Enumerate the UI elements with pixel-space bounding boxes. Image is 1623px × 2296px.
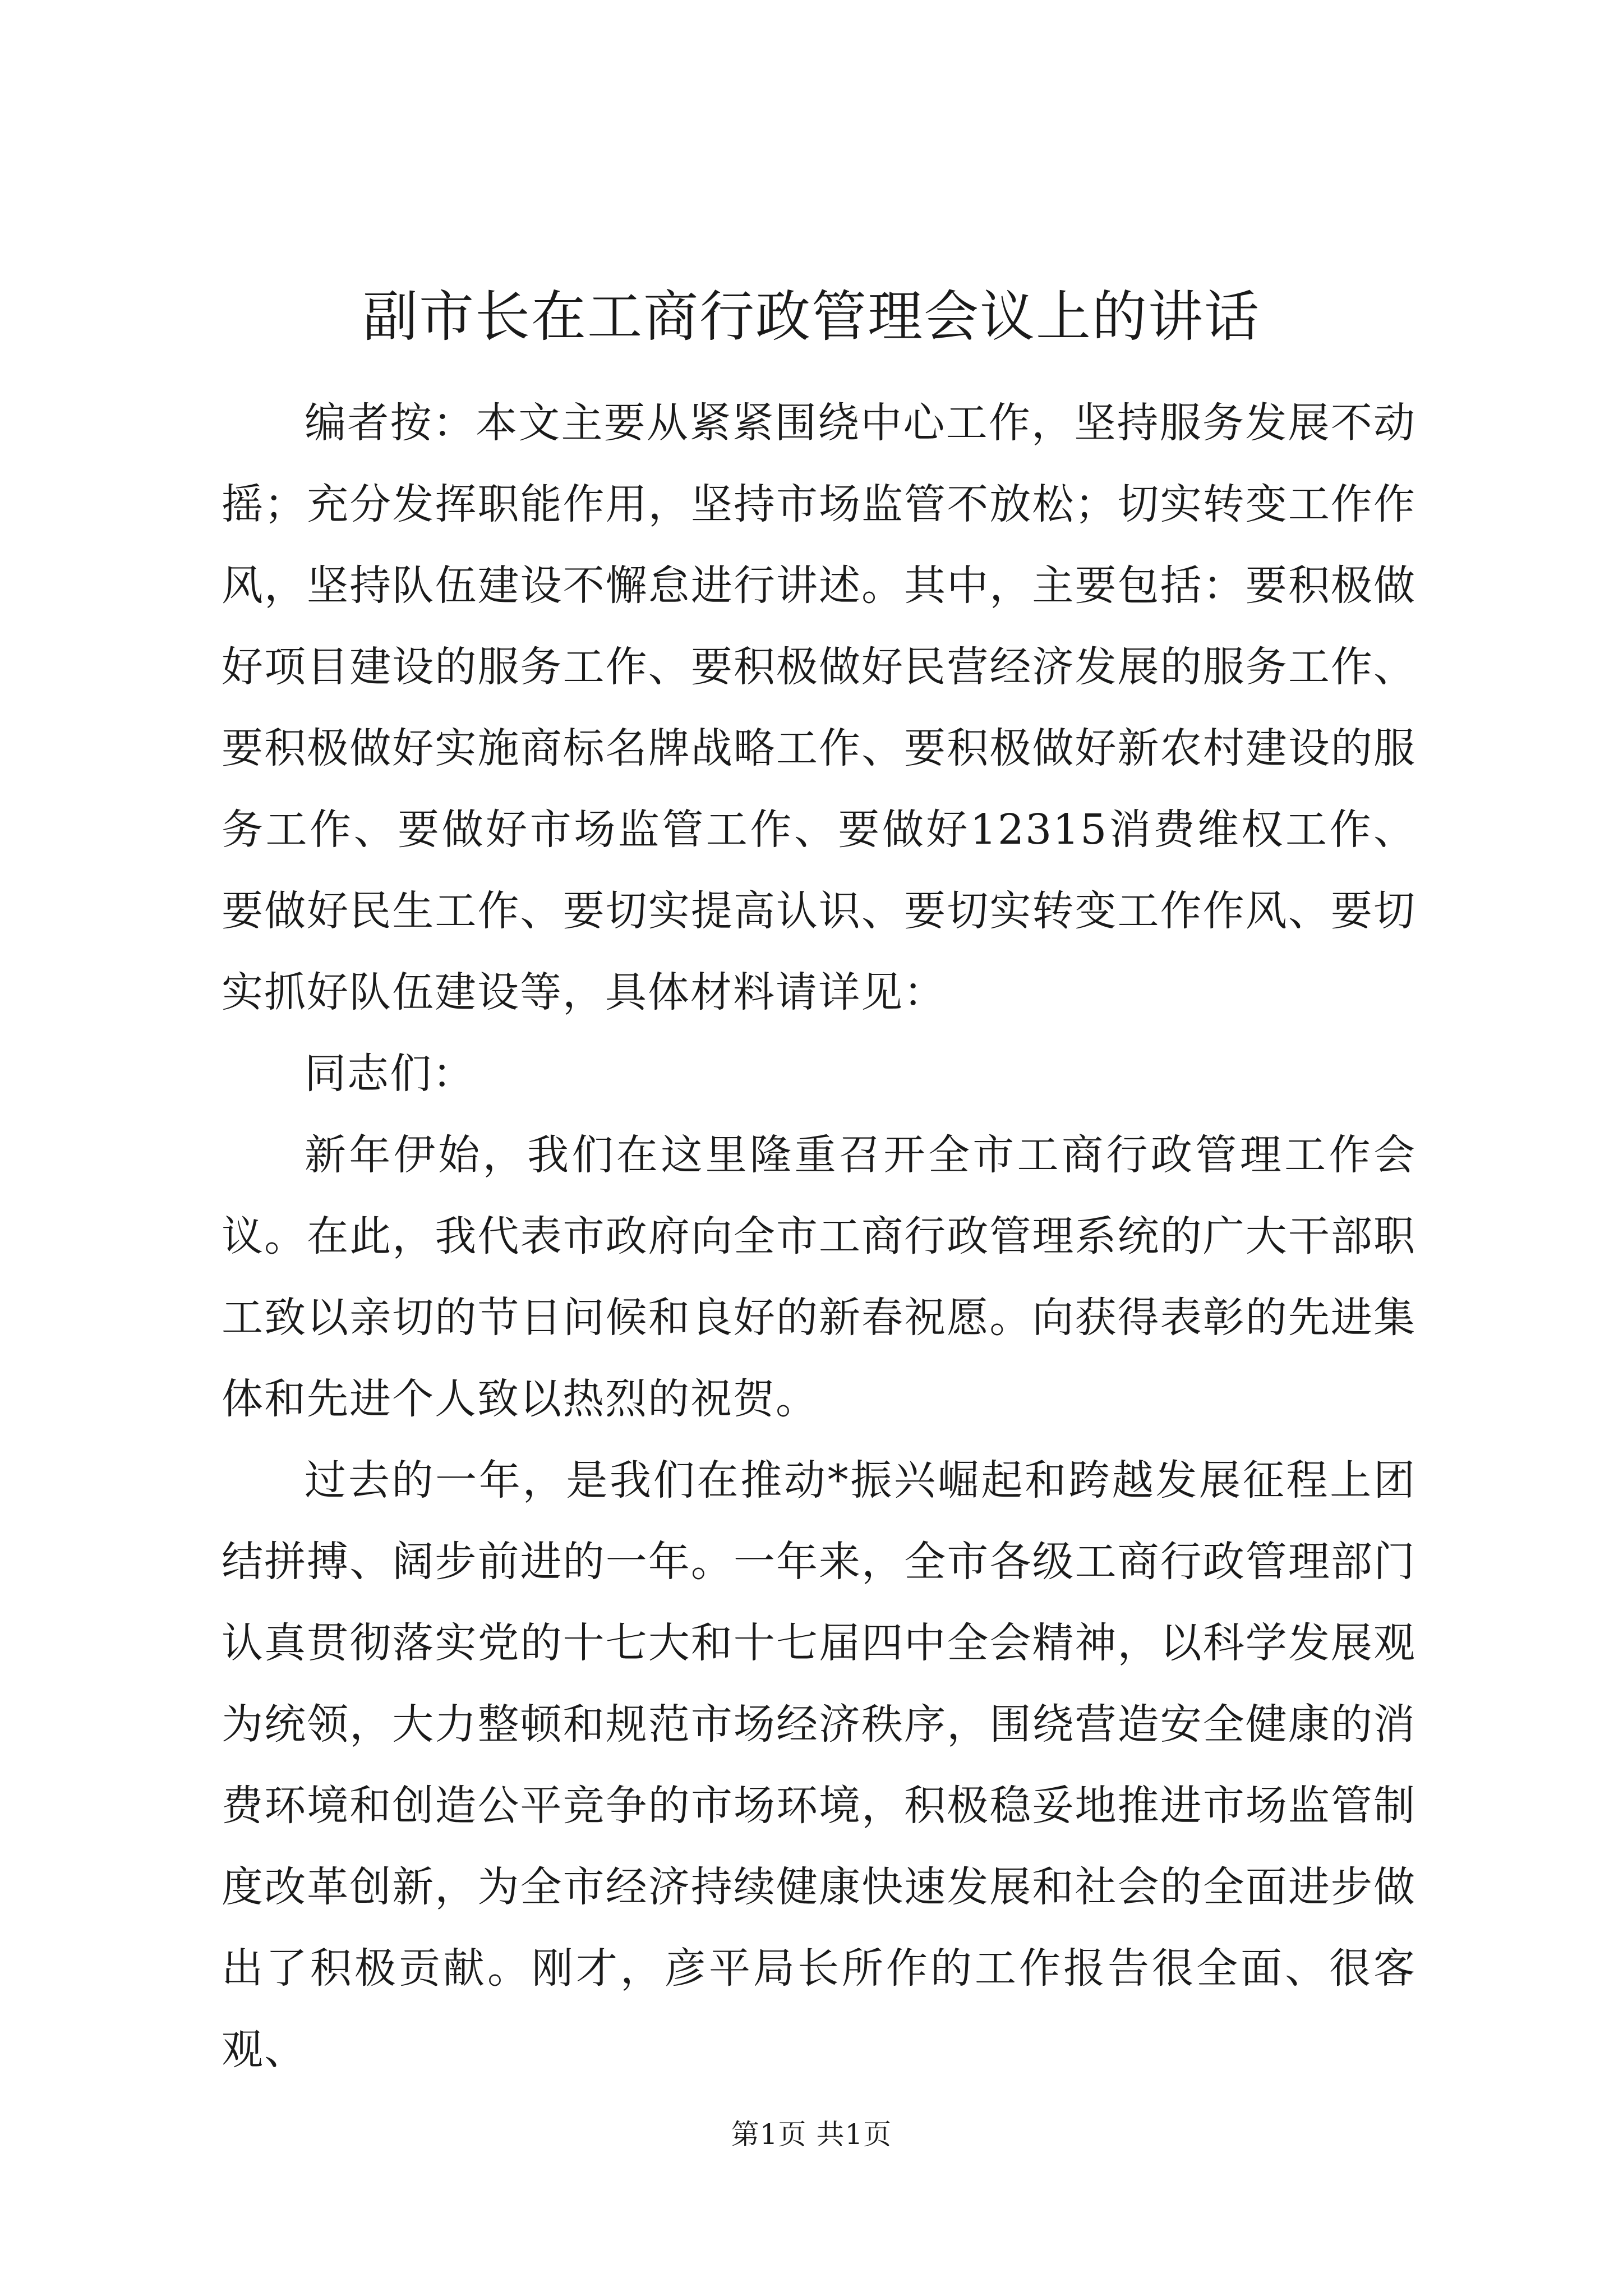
- paragraph-editor-note: 编者按：本文主要从紧紧围绕中心工作，坚持服务发展不动摇；充分发挥职能作用，坚持市场监管不放松；切实转变工作作风，坚持队伍建设不懈怠进行讲述。其中，主要包括：要积极做好项目建设的服务工作、要积极做好民营经济发展的服务工作、要积极做好实施商标名牌战略工作、要积极做好新农村建设的服务工作、要做好市场监管工作、要做好12315消费维权工作、要做好民生工作、要切实提高认识、要切实转变工作作风、要切实抓好队伍建设等，具体材料请详见：: [222, 399, 1416, 1016]
- paragraph-salutation: 同志们：: [305, 1050, 475, 1098]
- page-footer: 第1页 共1页: [731, 2118, 892, 2151]
- paragraph-new-year: 新年伊始，我们在这里隆重召开全市工商行政管理工作会议。在此，我代表市政府向全市工商行政管理系统的广大干部职工致以亲切的节日问候和良好的新春祝愿。向获得表彰的先进集体和先进个人致以热烈的祝贺。: [222, 1131, 1416, 1423]
- document-title: 副市长在工商行政管理会议上的讲话: [362, 285, 1260, 349]
- document-body: [222, 383, 1416, 2091]
- paragraph-past-year: 过去的一年，是我们在推动*振兴崛起和跨越发展征程上团结拼搏、阔步前进的一年。一年来，全市各级工商行政管理部门认真贯彻落实党的十七大和十七届四中全会精神，以科学发展观为统领，大力整顿和规范市场经济秩序，围绕营造安全健康的消费环境和创造公平竞争的市场环境，积极稳妥地推进市场监管制度改革创新，为全市经济持续健康快速发展和社会的全面进步做出了积极贡献。刚才，彦平局长所作的工作报告很全面、很客观、: [222, 1456, 1416, 2074]
